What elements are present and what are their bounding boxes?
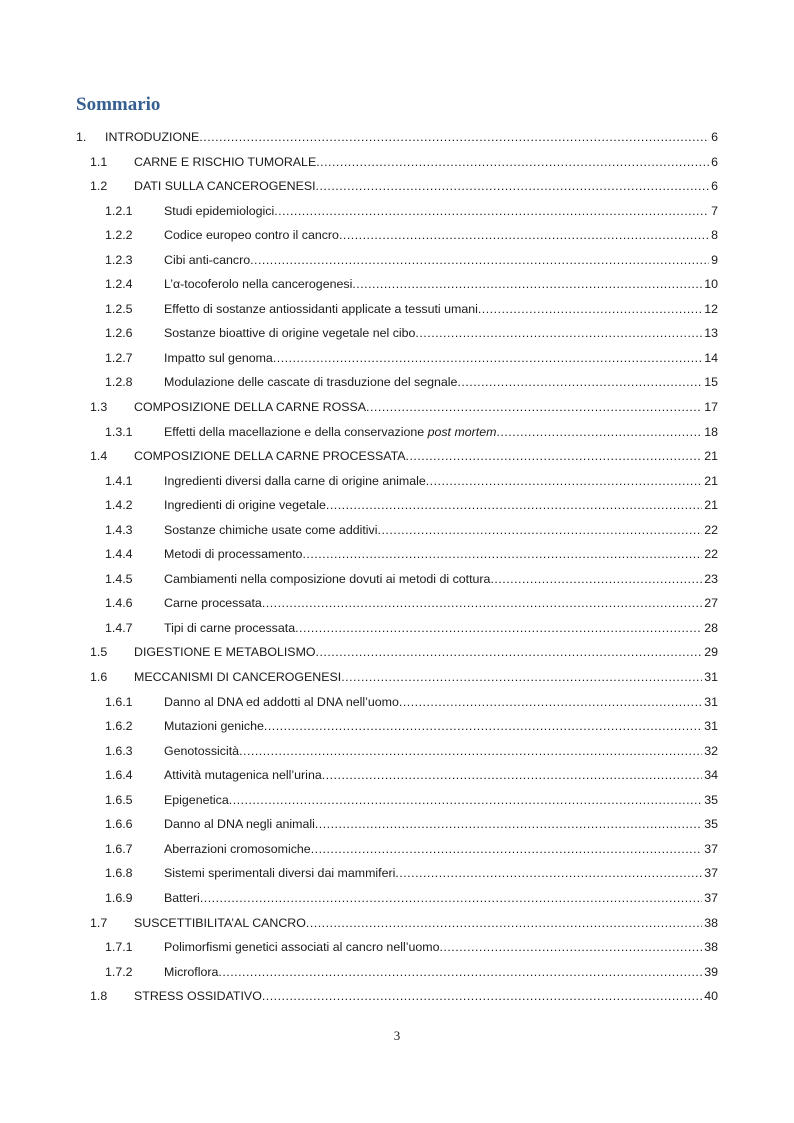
toc-entry-link[interactable] [164, 861, 718, 886]
toc-entry-link[interactable] [164, 248, 718, 273]
toc-entry-page: 13 [704, 326, 718, 341]
toc-entry-link[interactable] [164, 886, 718, 911]
toc-entry-page: 6 [711, 130, 718, 144]
toc-entry-title-text: Modulazione delle cascate di trasduzione del segnale [164, 375, 458, 390]
toc-entry[interactable] [0, 886, 794, 911]
toc-entry-page: 14 [704, 350, 718, 365]
toc-entry[interactable] [0, 984, 794, 1009]
toc-entry-title [164, 960, 218, 985]
toc-entry[interactable] [0, 763, 794, 788]
page-number: 3 [393, 1028, 401, 1043]
toc-entry-title-text: DATI SULLA CANCEROGENESI [134, 179, 316, 194]
toc-entry-link[interactable] [134, 174, 718, 199]
toc-entry-title-text: L’α-tocoferolo nella cancerogenesi [164, 277, 353, 292]
toc-entry-page: 27 [704, 596, 718, 611]
toc-entry[interactable] [0, 493, 794, 518]
toc-entry-number: 1.6.7 [105, 841, 133, 856]
page-title: Sommario [76, 94, 161, 115]
toc-dot-leader [399, 690, 702, 715]
toc-entry-title [164, 297, 478, 322]
toc-entry-link[interactable] [164, 567, 718, 592]
toc-entry-link[interactable] [134, 444, 718, 469]
toc-entry[interactable] [0, 420, 794, 445]
toc-entry-title [164, 199, 274, 224]
toc-entry[interactable] [0, 567, 794, 592]
toc-entry-page: 21 [704, 498, 718, 513]
toc-entry-link[interactable] [164, 935, 718, 960]
toc-dot-leader [457, 370, 702, 395]
toc-entry-title [164, 248, 250, 273]
toc-entry-title [164, 420, 496, 445]
toc-entry-title-text: Studi epidemiologici [164, 203, 275, 218]
toc-dot-leader [326, 493, 702, 518]
toc-entry-title [164, 321, 415, 346]
toc-entry-title-text: Sostanze bioattive di origine vegetale nel cibo [164, 326, 416, 341]
toc-dot-leader [490, 567, 702, 592]
toc-entry[interactable] [0, 321, 794, 346]
toc-entry-number: 1. [76, 130, 87, 144]
toc-entry-title-italic: post mortem [427, 424, 497, 439]
toc-entry-link[interactable] [164, 370, 718, 395]
toc-entry-title [105, 125, 199, 150]
toc-entry-number: 1.4.1 [105, 473, 133, 488]
toc-entry-title-text: INTRODUZIONE [105, 130, 200, 144]
toc-entry-title [134, 665, 341, 690]
toc-entry-number: 1.4.3 [105, 522, 133, 537]
toc-entry[interactable] [0, 861, 794, 886]
toc-entry-title-text: STRESS OSSIDATIVO [134, 989, 262, 1004]
toc-entry[interactable] [0, 199, 794, 224]
toc-entry-link[interactable] [164, 591, 718, 616]
toc-entry-page: 7 [711, 203, 718, 218]
toc-entry-page: 39 [704, 964, 718, 979]
toc-entry-page: 18 [704, 424, 718, 439]
toc-entry-page: 31 [704, 694, 718, 709]
toc-dot-leader [406, 444, 703, 469]
toc-dot-leader [229, 788, 702, 813]
toc-entry-number: 1.7.2 [105, 964, 133, 979]
toc-entry-title [164, 739, 239, 764]
toc-entry-link[interactable] [164, 223, 718, 248]
toc-entry-title-text: Sistemi sperimentali diversi dai mammiferi [164, 866, 396, 881]
toc-entry-title-text: Effetto di sostanze antiossidanti applicate a tessuti umani [164, 301, 478, 316]
toc-dot-leader [426, 469, 702, 494]
toc-dot-leader [316, 640, 703, 665]
toc-entry-page: 12 [704, 301, 718, 316]
toc-entry-link[interactable] [164, 518, 718, 543]
toc-entry-number: 1.6.9 [105, 890, 133, 905]
toc-dot-leader [395, 861, 702, 886]
toc-entry-number: 1.6.5 [105, 792, 133, 807]
toc-entry[interactable] [0, 469, 794, 494]
toc-entry-number: 1.2.1 [105, 203, 133, 218]
toc-entry-title-text: Sostanze chimiche usate come additivi [164, 522, 378, 537]
toc-entry-link[interactable] [164, 321, 718, 346]
toc-entry[interactable] [0, 812, 794, 837]
toc-entry-title-text: Ingredienti di origine vegetale [164, 498, 326, 513]
toc-entry-number: 1.2.5 [105, 301, 133, 316]
toc-entry-link[interactable] [164, 837, 718, 862]
toc-entry-number: 1.3.1 [105, 424, 133, 439]
toc-entry[interactable] [0, 248, 794, 273]
toc-entry[interactable] [0, 223, 794, 248]
toc-entry-number: 1.2.3 [105, 252, 133, 267]
toc-entry-page: 31 [704, 719, 718, 734]
toc-entry-link[interactable] [164, 469, 718, 494]
toc-entry-page: 38 [704, 915, 718, 930]
toc-entry-link[interactable] [164, 960, 718, 985]
toc-dot-leader [273, 346, 702, 371]
toc-entry-number: 1.2.7 [105, 350, 133, 365]
toc-entry-page: 10 [704, 277, 718, 292]
toc-entry[interactable] [0, 911, 794, 936]
toc-entry-title-text: COMPOSIZIONE DELLA CARNE ROSSA [134, 400, 367, 415]
toc-entry-page: 22 [704, 522, 718, 537]
toc-entry[interactable] [0, 518, 794, 543]
toc-entry-page: 9 [711, 252, 718, 267]
toc-dot-leader [439, 935, 702, 960]
toc-dot-leader [415, 321, 702, 346]
toc-dot-leader [366, 395, 702, 420]
toc-entry-link[interactable] [164, 493, 718, 518]
toc-entry-page: 17 [704, 400, 718, 415]
toc-entry-page: 29 [704, 645, 718, 660]
toc-entry-page: 6 [711, 154, 718, 169]
toc-entry-number: 1.3 [90, 400, 108, 415]
toc-entry-title-text: Genotossicità [164, 743, 240, 758]
toc-entry-page: 40 [704, 989, 718, 1004]
toc-dot-leader [306, 911, 702, 936]
toc-entry-title-text: Tipi di carne processata [164, 620, 296, 635]
toc-entry-number: 1.6.4 [105, 768, 133, 783]
toc-entry[interactable] [0, 788, 794, 813]
toc-entry[interactable] [0, 444, 794, 469]
toc-entry[interactable] [0, 272, 794, 297]
toc-entry-page: 28 [704, 620, 718, 635]
toc-entry-link[interactable] [105, 125, 718, 150]
toc-entry-title [164, 223, 339, 248]
toc-entry-link[interactable] [134, 665, 718, 690]
toc-entry-title [164, 469, 426, 494]
toc-dot-leader [200, 886, 702, 911]
toc-entry-link[interactable] [134, 150, 718, 175]
toc-entry[interactable] [0, 714, 794, 739]
toc-entry-number: 1.2.4 [105, 277, 133, 292]
toc-entry-page: 34 [704, 768, 718, 783]
toc-entry-page: 6 [711, 179, 718, 194]
toc-dot-leader [378, 518, 703, 543]
toc-entry-number: 1.4.2 [105, 498, 133, 513]
toc-entry-link[interactable] [164, 199, 718, 224]
toc-entry-title-text: Epigenetica [164, 792, 229, 807]
toc-entry-link[interactable] [164, 690, 718, 715]
toc-entry-number: 1.7 [90, 915, 108, 930]
toc-entry[interactable] [0, 395, 794, 420]
toc-entry-title [134, 395, 366, 420]
toc-entry-link[interactable] [164, 272, 718, 297]
toc-entry-number: 1.4.4 [105, 547, 133, 562]
toc-entry-number: 1.8 [90, 989, 108, 1004]
toc-dot-leader [311, 837, 703, 862]
toc-entry-title-text: SUSCETTIBILITA’AL CANCRO [134, 915, 306, 930]
toc-entry-link[interactable] [134, 395, 718, 420]
toc-entry-title [164, 518, 378, 543]
toc-dot-leader [496, 420, 702, 445]
toc-entry-page: 32 [704, 743, 718, 758]
toc-entry-title [164, 690, 399, 715]
toc-dot-leader [274, 199, 709, 224]
toc-entry-title-text: Carne processata [164, 596, 262, 611]
toc-entry-number: 1.1 [90, 154, 108, 169]
toc-dot-leader [250, 248, 709, 273]
toc-entry-title [164, 788, 229, 813]
toc-entry-title [134, 444, 406, 469]
toc-dot-leader [316, 150, 709, 175]
toc-entry-number: 1.2.2 [105, 228, 133, 243]
toc-entry-link[interactable] [134, 911, 718, 936]
toc-entry-title-text: Batteri [164, 890, 200, 905]
toc-entry-title-text: Cibi anti-cancro [164, 252, 251, 267]
toc-entry[interactable] [0, 346, 794, 371]
toc-entry-page: 35 [704, 817, 718, 832]
toc-entry-page: 37 [704, 866, 718, 881]
toc-entry-page: 8 [711, 228, 718, 243]
toc-entry-title-text: Polimorfismi genetici associati al cancro nell’uomo [164, 940, 440, 955]
toc-entry[interactable] [0, 690, 794, 715]
table-of-contents [0, 125, 794, 1009]
toc-dot-leader [316, 174, 710, 199]
toc-entry-title-text: Microflora [164, 964, 219, 979]
toc-entry-link[interactable] [164, 739, 718, 764]
toc-entry-title [164, 272, 352, 297]
toc-entry[interactable] [0, 935, 794, 960]
toc-entry-title-text: CARNE E RISCHIO TUMORALE [134, 154, 317, 169]
toc-entry-link[interactable] [164, 420, 718, 445]
toc-entry-link[interactable] [164, 714, 718, 739]
toc-entry-number: 1.6.8 [105, 866, 133, 881]
toc-entry-page: 38 [704, 940, 718, 955]
toc-entry-link[interactable] [134, 984, 718, 1009]
toc-entry[interactable] [0, 739, 794, 764]
toc-entry-link[interactable] [134, 640, 718, 665]
toc-entry-title-text: Danno al DNA negli animali [164, 817, 315, 832]
toc-entry-number: 1.4.5 [105, 571, 133, 586]
toc-entry-page: 37 [704, 890, 718, 905]
toc-entry-title [134, 150, 316, 175]
toc-dot-leader [322, 763, 702, 788]
toc-entry-title [164, 812, 315, 837]
toc-entry-title [134, 640, 316, 665]
toc-entry-title-text: Ingredienti diversi dalla carne di origine animale [164, 473, 426, 488]
toc-dot-leader [218, 960, 702, 985]
toc-entry-number: 1.5 [90, 645, 108, 660]
toc-entry-page: 23 [704, 571, 718, 586]
toc-entry-title-text: MECCANISMI DI CANCEROGENESI [134, 670, 342, 685]
toc-entry-title-text: Attività mutagenica nell’urina [164, 768, 322, 783]
toc-entry-title-text: Effetti della macellazione e della conservazione [164, 424, 428, 439]
toc-dot-leader [199, 125, 709, 150]
toc-entry-number: 1.6.6 [105, 817, 133, 832]
toc-entry-link[interactable] [164, 788, 718, 813]
toc-entry-title [164, 346, 273, 371]
toc-entry-number: 1.6 [90, 670, 108, 685]
toc-entry-title [164, 837, 311, 862]
toc-entry[interactable] [0, 960, 794, 985]
toc-entry-number: 1.4 [90, 449, 108, 464]
toc-entry-number: 1.6.3 [105, 743, 133, 758]
toc-dot-leader [302, 542, 702, 567]
toc-entry-number: 1.2.8 [105, 375, 133, 390]
toc-entry[interactable] [0, 591, 794, 616]
toc-dot-leader [341, 665, 702, 690]
toc-entry[interactable] [0, 616, 794, 641]
toc-entry-title-text: Cambiamenti nella composizione dovuti ai metodi di cottura [164, 571, 491, 586]
toc-dot-leader [339, 223, 709, 248]
toc-entry-title-text: Metodi di processamento [164, 547, 303, 562]
toc-entry-title [164, 567, 490, 592]
toc-entry-title [164, 542, 302, 567]
toc-entry-page: 31 [704, 670, 718, 685]
toc-entry[interactable] [0, 665, 794, 690]
toc-entry-title-text: Impatto sul genoma [164, 350, 273, 365]
toc-dot-leader [262, 984, 702, 1009]
toc-entry-title-text: DIGESTIONE E METABOLISMO [134, 645, 316, 660]
toc-entry-title-text: COMPOSIZIONE DELLA CARNE PROCESSATA [134, 449, 406, 464]
toc-entry-page: 22 [704, 547, 718, 562]
toc-entry-number: 1.4.7 [105, 620, 133, 635]
toc-entry[interactable] [0, 370, 794, 395]
toc-entry-number: 1.7.1 [105, 940, 133, 955]
toc-entry[interactable] [0, 297, 794, 322]
toc-entry-title [164, 616, 295, 641]
toc-entry-link[interactable] [164, 346, 718, 371]
toc-entry-title [134, 911, 306, 936]
toc-entry-link[interactable] [164, 763, 718, 788]
toc-entry-title [164, 763, 322, 788]
toc-entry[interactable] [0, 125, 794, 150]
toc-entry-number: 1.2 [90, 179, 108, 194]
toc-entry[interactable] [0, 837, 794, 862]
toc-entry[interactable] [0, 640, 794, 665]
toc-entry[interactable] [0, 174, 794, 199]
toc-entry-title-text: Mutazioni geniche [164, 719, 264, 734]
toc-entry-number: 1.2.6 [105, 326, 133, 341]
toc-entry-link[interactable] [164, 297, 718, 322]
toc-entry-number: 1.4.6 [105, 596, 133, 611]
toc-entry-title [164, 493, 326, 518]
toc-entry-title [164, 935, 439, 960]
toc-entry-page: 21 [704, 473, 718, 488]
toc-entry-title [134, 174, 316, 199]
toc-entry-page: 21 [704, 449, 718, 464]
toc-entry-page: 37 [704, 841, 718, 856]
toc-entry-title-text: Danno al DNA ed addotti al DNA nell’uomo [164, 694, 399, 709]
toc-dot-leader [262, 591, 702, 616]
toc-entry-link[interactable] [164, 542, 718, 567]
toc-entry-page: 35 [704, 792, 718, 807]
toc-entry-title [134, 984, 262, 1009]
toc-entry-title [164, 886, 200, 911]
toc-entry[interactable] [0, 150, 794, 175]
toc-dot-leader [315, 812, 702, 837]
toc-entry-number: 1.6.1 [105, 694, 133, 709]
toc-dot-leader [295, 616, 702, 641]
toc-dot-leader [352, 272, 702, 297]
toc-entry-title [164, 591, 262, 616]
toc-dot-leader [478, 297, 702, 322]
toc-entry-title-text: Aberrazioni cromosomiche [164, 841, 311, 856]
toc-dot-leader [264, 714, 702, 739]
toc-entry-link[interactable] [164, 616, 718, 641]
toc-entry-link[interactable] [164, 812, 718, 837]
toc-entry-title [164, 370, 457, 395]
toc-entry-title [164, 714, 264, 739]
toc-entry-title-text: Codice europeo contro il cancro [164, 228, 339, 243]
toc-entry-page: 15 [704, 375, 718, 390]
toc-entry[interactable] [0, 542, 794, 567]
toc-entry-number: 1.6.2 [105, 719, 133, 734]
toc-entry-title [164, 861, 395, 886]
toc-dot-leader [239, 739, 702, 764]
